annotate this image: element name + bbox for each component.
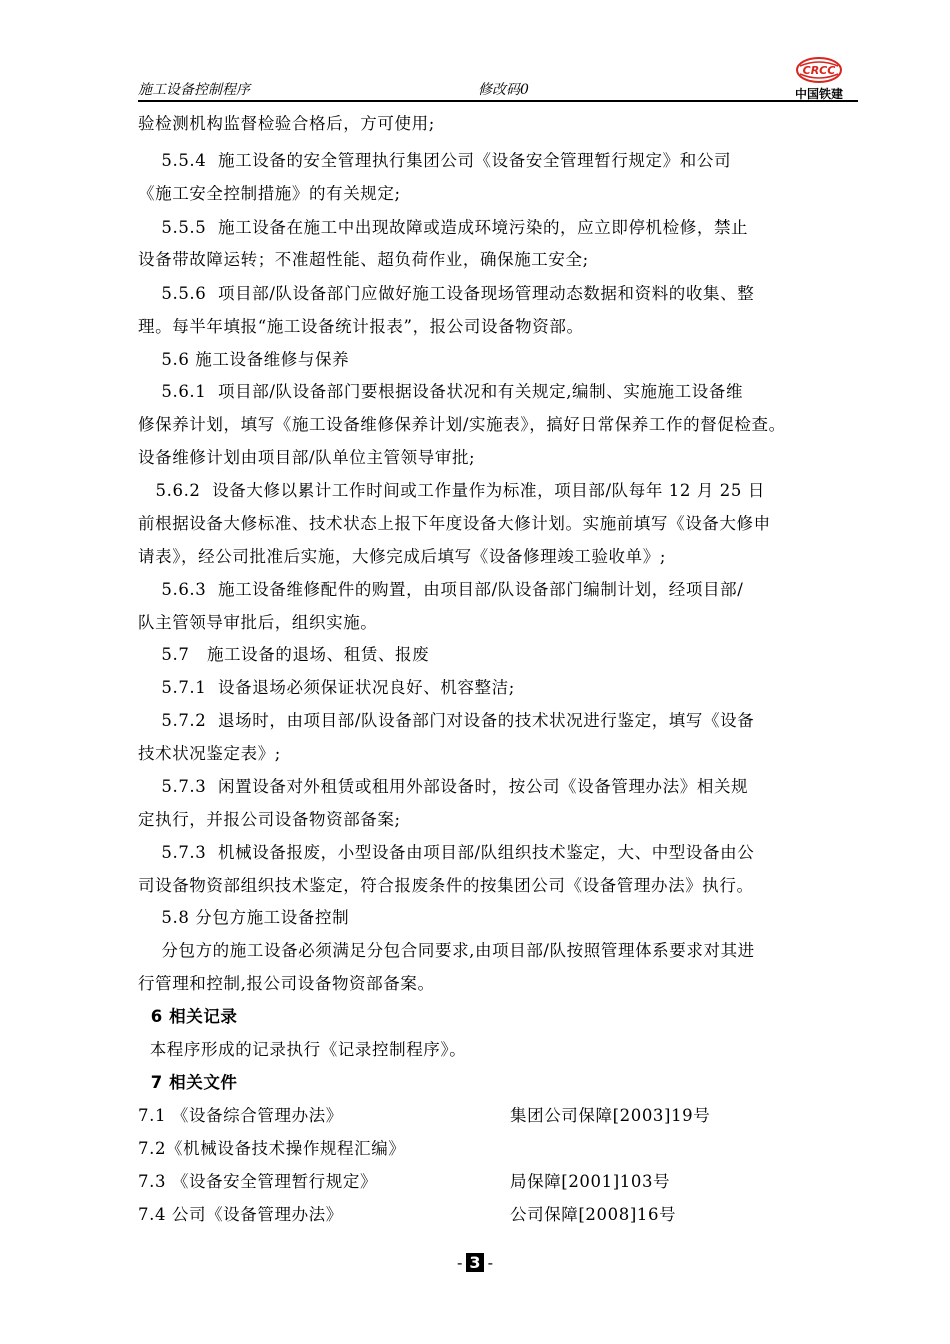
- ref-title: 7.2《机械设备技术操作规程汇编》: [138, 1139, 406, 1158]
- body-line: 验检测机构监督检验合格后，方可使用;: [138, 114, 435, 133]
- body-line: 司设备物资部组织技术鉴定，符合报废条件的按集团公司《设备管理办法》执行。: [138, 876, 754, 895]
- body-line: 队主管领导审批后，组织实施。: [138, 613, 378, 632]
- body-line: 行管理和控制,报公司设备物资部备案。: [138, 974, 435, 993]
- page-header: [138, 76, 858, 100]
- crcc-logo: [788, 56, 850, 102]
- logo-text: 中国铁建: [794, 87, 843, 101]
- body-line: 5.7.1 设备退场必须保证状况良好、机容整洁;: [138, 678, 515, 697]
- body-line: 5.5.4 施工设备的安全管理执行集团公司《设备安全管理暂行规定》和公司: [138, 151, 732, 170]
- section-heading: 5.8 分包方施工设备控制: [138, 908, 350, 927]
- body-line: 设备带故障运转；不准超性能、超负荷作业，确保施工安全;: [138, 250, 589, 269]
- section-heading-records: 6 相关记录: [138, 1007, 238, 1026]
- section-heading: 5.6 施工设备维修与保养: [138, 350, 350, 369]
- ref-code: 公司保障[2008]16号: [510, 1205, 677, 1224]
- ref-code: 集团公司保障[2003]19号: [510, 1106, 711, 1125]
- body-line: 《施工安全控制措施》的有关规定;: [138, 184, 401, 203]
- body-line: 5.6.1 项目部/队设备部门要根据设备状况和有关规定,编制、实施施工设备维: [138, 382, 744, 401]
- body-line: 5.5.5 施工设备在施工中出现故障或造成环境污染的，应立即停机检修，禁止: [138, 218, 749, 237]
- body-line: 修保养计划，填写《施工设备维修保养计划/实施表》，搞好日常保养工作的督促检查。: [138, 415, 786, 434]
- body-line: 设备维修计划由项目部/队单位主管领导审批;: [138, 448, 476, 467]
- body-line: 5.7.2 退场时，由项目部/队设备部门对设备的技术状况进行鉴定，填写《设备: [138, 711, 755, 730]
- body-line: 5.6.2 设备大修以累计工作时间或工作量作为标准，项目部/队每年 12 月 25 日: [138, 481, 765, 500]
- body-line: 请表》，经公司批准后实施，大修完成后填写《设备修理竣工验收单》;: [138, 547, 667, 566]
- ref-code: 局保障[2001]103号: [510, 1172, 671, 1191]
- body-line: 5.7.3 机械设备报废，小型设备由项目部/队组织技术鉴定，大、中型设备由公: [138, 843, 755, 862]
- body-line: 前根据设备大修标准、技术状态上报下年度设备大修计划。实施前填写《设备大修申: [138, 514, 771, 533]
- header-rule: [138, 100, 858, 102]
- body-line: 理。每半年填报“施工设备统计报表”，报公司设备物资部。: [138, 317, 584, 336]
- page-number: - 3 -: [457, 1253, 493, 1272]
- body-line: 5.5.6 项目部/队设备部门应做好施工设备现场管理动态数据和资料的收集、整: [138, 284, 755, 303]
- page-number-value: 3: [466, 1253, 483, 1272]
- crcc-logo-icon: [794, 56, 844, 84]
- body-line: 定执行，并报公司设备物资部备案;: [138, 810, 401, 829]
- body-line: 5.7.3 闲置设备对外租赁或租用外部设备时，按公司《设备管理办法》相关规: [138, 777, 749, 796]
- header-doc-title: 施工设备控制程序: [138, 82, 250, 98]
- body-line: 分包方的施工设备必须满足分包合同要求,由项目部/队按照管理体系要求对其进: [138, 941, 755, 960]
- body-line: 技术状况鉴定表》;: [138, 744, 281, 763]
- section-heading-related-docs: 7 相关文件: [138, 1073, 238, 1092]
- header-revision: 修改码0: [478, 82, 529, 98]
- body-line: 5.6.3 施工设备维修配件的购置，由项目部/队设备部门编制计划，经项目部/: [138, 580, 744, 599]
- section-heading: 5.7 施工设备的退场、租赁、报废: [138, 645, 430, 664]
- ref-title: 7.3 《设备安全管理暂行规定》: [138, 1172, 378, 1191]
- ref-title: 7.1 《设备综合管理办法》: [138, 1106, 343, 1125]
- body-line: 本程序形成的记录执行《记录控制程序》。: [138, 1040, 467, 1059]
- logo-mark-text: CRCC: [802, 64, 836, 77]
- ref-title: 7.4 公司《设备管理办法》: [138, 1205, 343, 1224]
